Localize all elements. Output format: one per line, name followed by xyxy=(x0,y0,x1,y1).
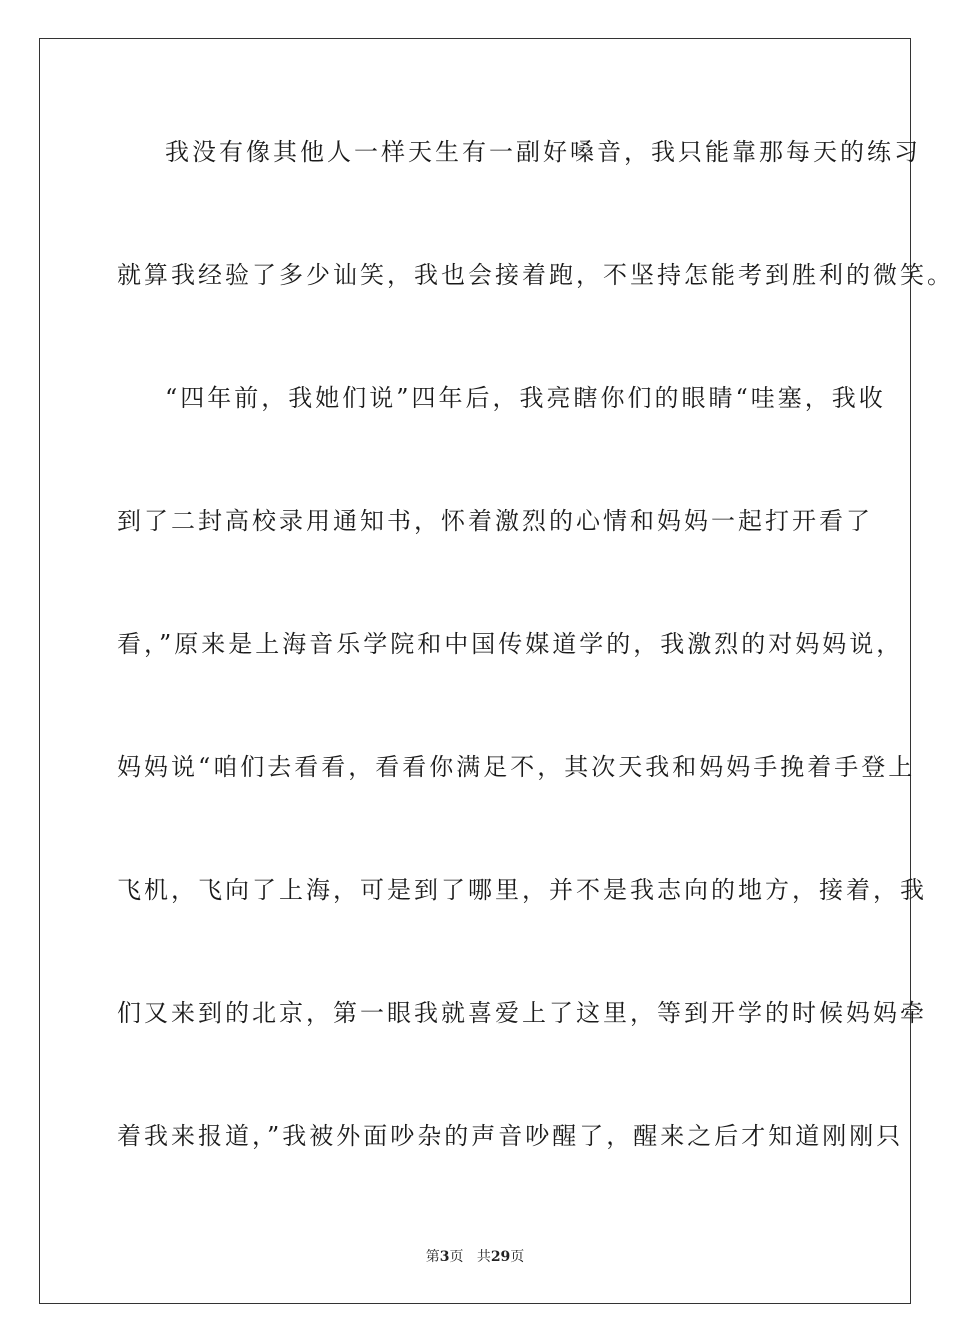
paragraph-line-6: 妈妈说“咱们去看看，看看你满足不，其次天我和妈妈手挽着手登上 xyxy=(117,753,916,781)
total-prefix: 共 xyxy=(476,1249,491,1265)
page-footer xyxy=(0,1248,950,1266)
paragraph-line-1: 我没有像其他人一样天生有一副好嗓音，我只能靠那每天的练习 xyxy=(165,138,921,166)
paragraph-line-9: 着我来报道，”我被外面吵杂的声音吵醒了，醒来之后才知道刚刚只 xyxy=(117,1122,904,1150)
paragraph-line-7: 飞机，飞向了上海，可是到了哪里，并不是我志向的地方，接着，我 xyxy=(117,876,927,904)
page-suffix: 页 xyxy=(449,1249,464,1265)
total-pages: 29 xyxy=(490,1249,511,1265)
paragraph-line-2: 就算我经验了多少讪笑，我也会接着跑，不坚持怎能考到胜利的微笑。 xyxy=(117,261,954,289)
paragraph-line-4: 到了二封高校录用通知书，怀着激烈的心情和妈妈一起打开看了 xyxy=(117,507,873,535)
paragraph-line-8: 们又来到的北京，第一眼我就喜爱上了这里，等到开学的时候妈妈牵 xyxy=(117,999,927,1027)
page-border xyxy=(39,38,954,1304)
paragraph-line-3: “四年前，我她们说”四年后，我亮瞎你们的眼睛“哇塞，我收 xyxy=(165,384,886,412)
total-suffix: 页 xyxy=(510,1249,525,1265)
page-number: 3 xyxy=(439,1249,450,1265)
page-prefix: 第 xyxy=(425,1249,440,1265)
paragraph-line-5: 看，”原来是上海音乐学院和中国传媒道学的，我激烈的对妈妈说， xyxy=(117,630,904,658)
